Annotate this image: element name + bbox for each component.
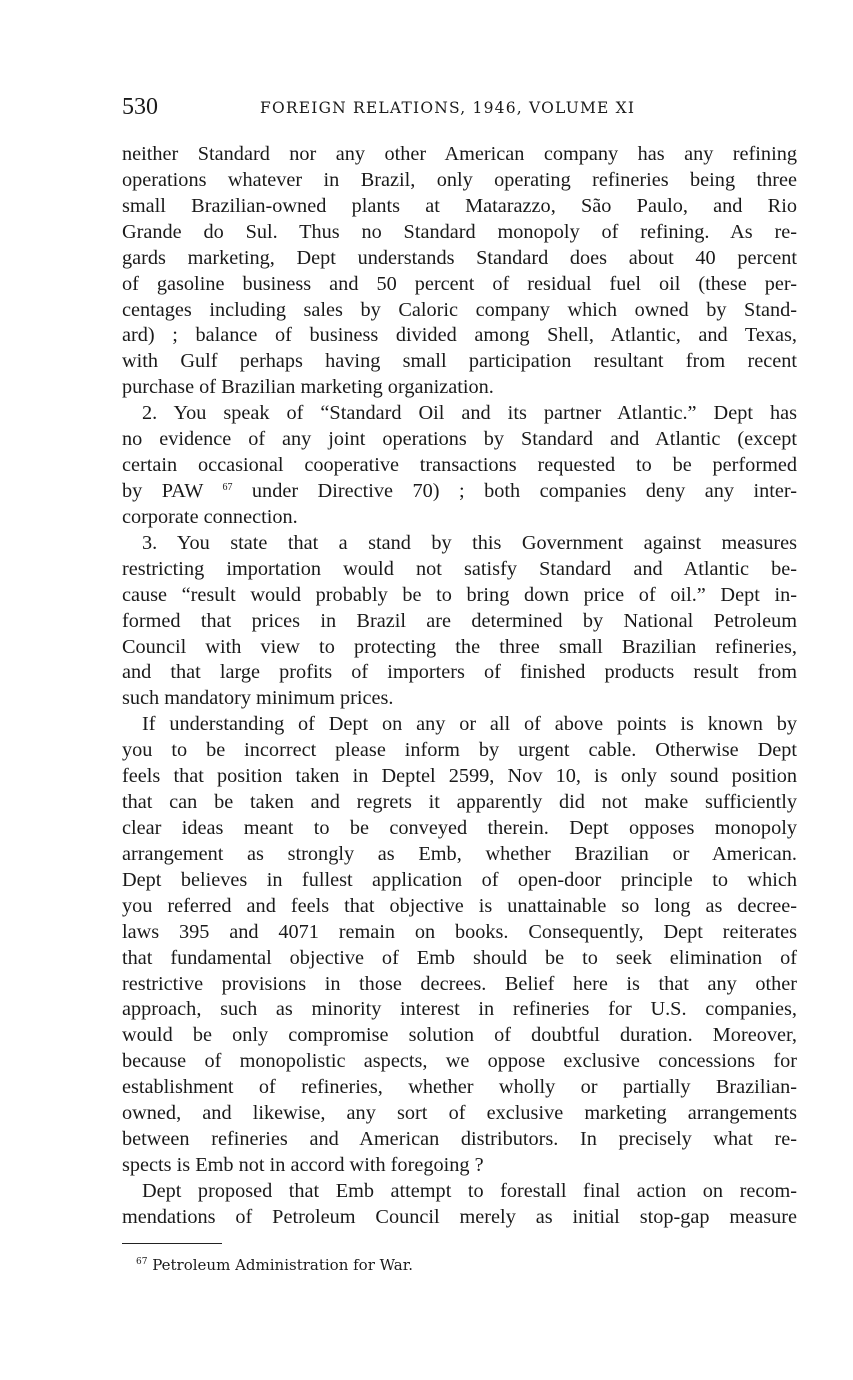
text-line: neither Standard nor any other American company has any refining [122,143,797,165]
text-line: clear ideas meant to be conveyed therein. Dept opposes monopoly [122,816,797,839]
footnote-reference: 67 [222,481,233,493]
footnote-divider [122,1243,222,1244]
text-line: no evidence of any joint operations by Standard and Atlantic (except [122,428,797,451]
text-line: approach, such as minority interest in refineries for U.S. companies, [122,998,797,1021]
paragraph [122,401,797,531]
text-line: would be only compromise solution of doubtful duration. Moreover, [122,1024,797,1047]
footnote-text: Petroleum Administration for War. [152,1256,413,1274]
text-line: such mandatory minimum prices. [122,687,394,710]
text-line: 3. You state that a stand by this Government against measures [142,531,797,554]
body-text [122,142,797,1231]
text-line: spects is Emb not in accord with foregoing ? [122,1153,484,1176]
paragraph [122,1179,797,1231]
footnote [136,1256,413,1274]
text-line: that fundamental objective of Emb should be to seek elimination of [122,946,797,969]
text-line: small Brazilian-owned plants at Matarazzo, São Paulo, and Rio [122,194,797,217]
text-line: laws 395 and 4071 remain on books. Consequently, Dept reiterates [122,920,797,943]
paragraph [122,712,797,1179]
text-line: restricting importation would not satisfy Standard and Atlantic be- [122,557,797,580]
text-line: owned, and likewise, any sort of exclusive marketing arrangements [122,1102,797,1125]
text-line: ard) ; balance of business divided among Shell, Atlantic, and Texas, [122,324,797,347]
text-line: you referred and feels that objective is unattainable so long as decree- [122,894,797,917]
text-line: feels that position taken in Deptel 2599, Nov 10, is only sound position [122,765,797,788]
text-line: Grande do Sul. Thus no Standard monopoly of refining. As re- [122,220,797,243]
text-line: with Gulf perhaps having small participation resultant from recent [122,350,797,373]
text-line: mendations of Petroleum Council merely as initial stop-gap measure [122,1205,797,1228]
text-line: formed that prices in Brazil are determined by National Petroleum [122,609,797,632]
text-segment: under Directive 70) ; both companies deny any inter- [232,479,797,502]
text-line [122,479,797,505]
text-line: operations whatever in Brazil, only operating refineries being three [122,168,797,191]
paragraph [122,531,797,712]
text-line: arrangement as strongly as Emb, whether Brazilian or American. [122,842,797,865]
text-line: Dept believes in fullest application of open-door principle to which [122,868,797,891]
running-header [122,94,797,124]
text-line: you to be incorrect please inform by urgent cable. Otherwise Dept [122,739,797,762]
text-line: of gasoline business and 50 percent of residual fuel oil (these per- [122,272,797,295]
text-line: and that large profits of importers of finished products result from [122,661,797,684]
text-line: establishment of refineries, whether wholly or partially Brazilian- [122,1076,797,1099]
text-line: If understanding of Dept on any or all of above points is known by [142,713,797,736]
text-line: gards marketing, Dept understands Standard does about 40 percent [122,246,797,269]
text-line: cause “result would probably be to bring down price of oil.” Dept in- [122,583,797,606]
text-line: between refineries and American distributors. In precisely what re- [122,1128,797,1151]
text-line: Council with view to protecting the three small Brazilian refineries, [122,635,797,658]
footnote-marker: 67 [136,1257,148,1267]
text-line: purchase of Brazilian marketing organization. [122,376,494,399]
text-line: 2. You speak of “Standard Oil and its partner Atlantic.” Dept has [142,402,797,425]
text-line: corporate connection. [122,505,298,528]
text-line: because of monopolistic aspects, we oppose exclusive concessions for [122,1050,797,1073]
page-number: 530 [122,94,158,120]
text-line: certain occasional cooperative transactions requested to be performed [122,454,797,477]
text-line: that can be taken and regrets it apparently did not make sufficiently [122,791,797,814]
paragraph [122,142,797,401]
text-line: centages including sales by Caloric company which owned by Stand- [122,298,797,321]
text-line: restrictive provisions in those decrees. Belief here is that any other [122,972,797,995]
text-line: Dept proposed that Emb attempt to forestall final action on recom- [142,1179,797,1202]
text-segment: by PAW [122,479,223,502]
running-title: FOREIGN RELATIONS, 1946, VOLUME XI [260,99,636,117]
